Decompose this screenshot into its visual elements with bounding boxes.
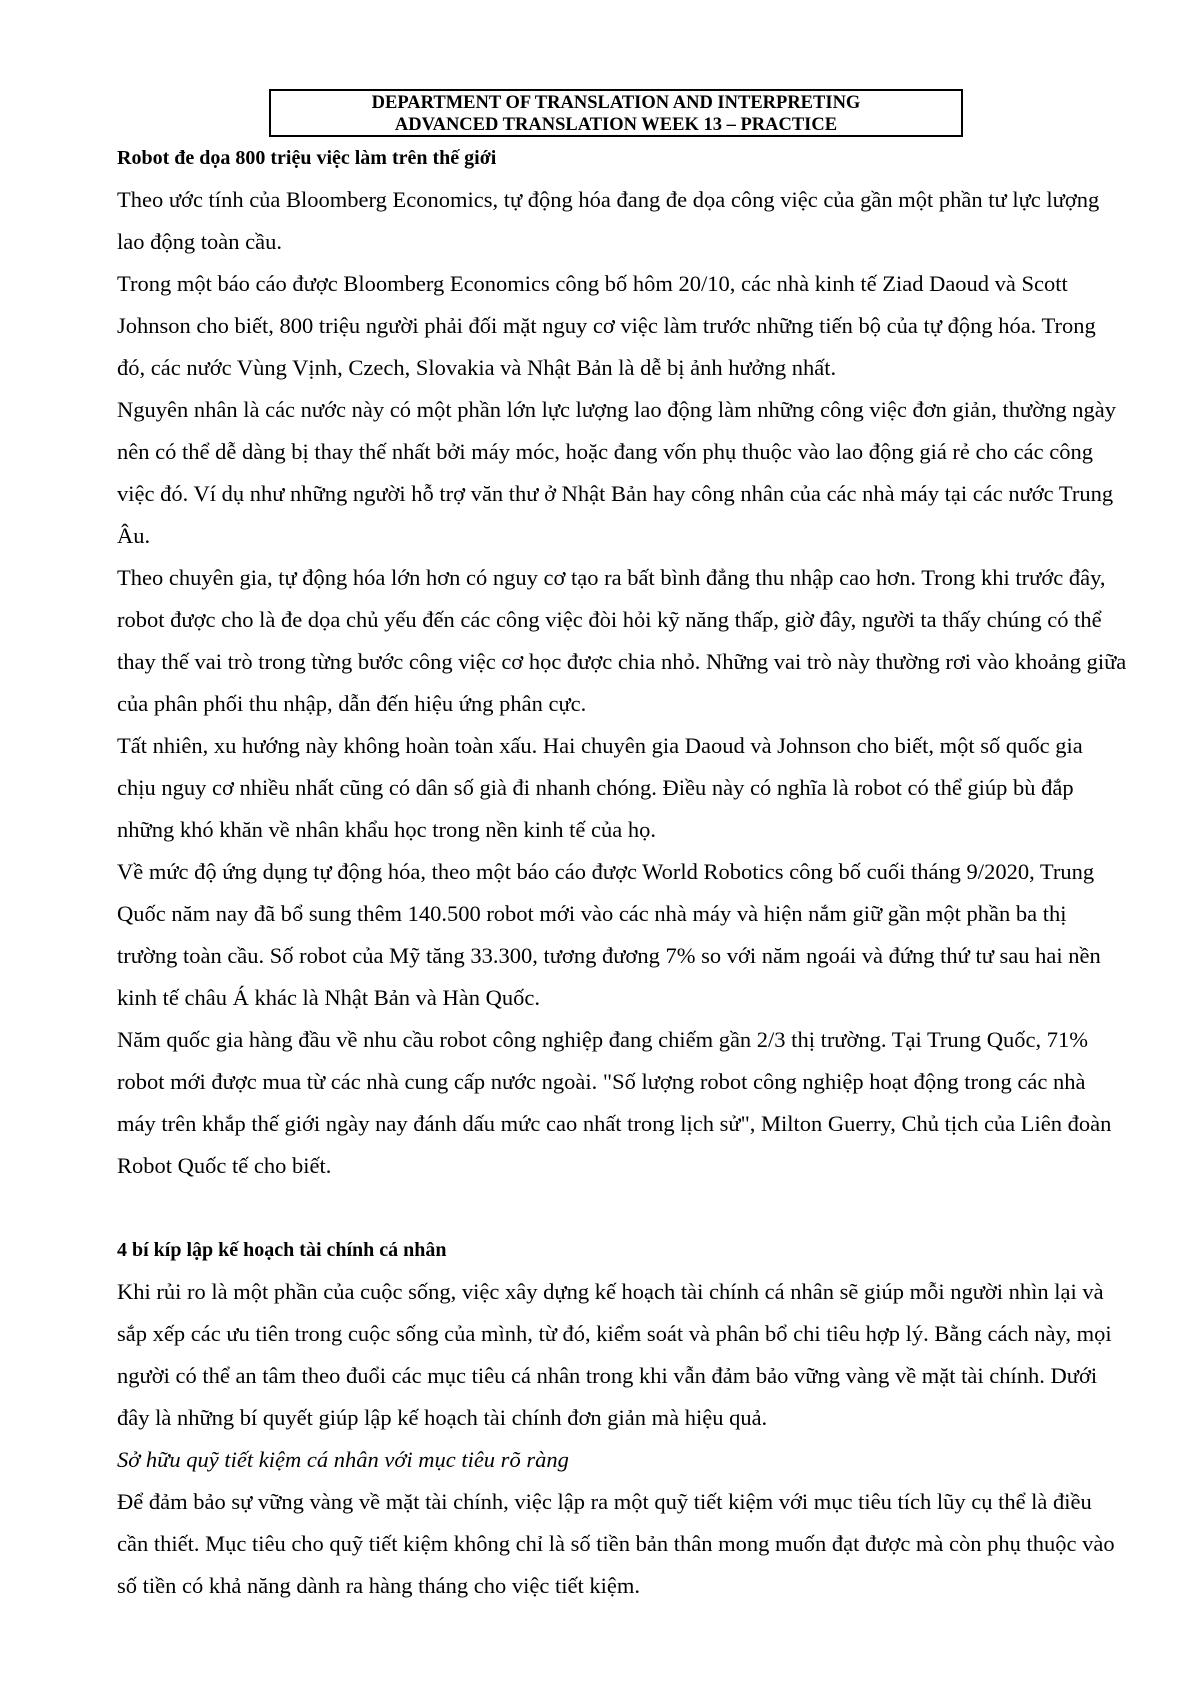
paragraph: Để đảm bảo sự vững vàng về mặt tài chính, việc lập ra một quỹ tiết kiệm với mục tiêu tích lũy cụ thể là điều cần thiết. Mục tiêu cho quỹ tiết kiệm không chỉ là số tiền bản thân mong muốn đạt được mà còn phụ thuộc vào số tiền có khả năng dành ra hàng tháng cho việc tiết kiệm. xyxy=(117,1489,1115,1598)
paragraph: Trong một báo cáo được Bloomberg Economics công bố hôm 20/10, các nhà kinh tế Ziad Daoud và Scott Johnson cho biết, 800 triệu người phải đối mặt nguy cơ việc làm trước những tiến bộ của tự động hóa. Trong đó, các nước Vùng Vịnh, Czech, Slovakia và Nhật Bản là dễ bị ảnh hưởng nhất. xyxy=(117,271,1096,380)
document-header-box xyxy=(269,89,963,137)
paragraph: Nguyên nhân là các nước này có một phần lớn lực lượng lao động làm những công việc đơn giản, thường ngày nên có thể dễ dàng bị thay thế nhất bởi máy móc, hoặc đang vốn phụ thuộc vào lao động giá rẻ cho các công việc đó. Ví dụ như những người hỗ trợ văn thư ở Nhật Bản hay công nhân của các nhà máy tại các nước Trung Âu. xyxy=(117,397,1116,548)
paragraph: Năm quốc gia hàng đầu về nhu cầu robot công nghiệp đang chiếm gần 2/3 thị trường. Tại Trung Quốc, 71% robot mới được mua từ các nhà cung cấp nước ngoài. "Số lượng robot công nghiệp hoạt động trong các nhà máy trên khắp thế giới ngày nay đánh dấu mức cao nhất trong lịch sử", Milton Guerry, Chủ tịch của Liên đoàn Robot Quốc tế cho biết. xyxy=(117,1027,1112,1178)
paragraph: Khi rủi ro là một phần của cuộc sống, việc xây dựng kế hoạch tài chính cá nhân sẽ giúp mỗi người nhìn lại và sắp xếp các ưu tiên trong cuộc sống của mình, từ đó, kiểm soát và phân bổ chi tiêu hợp lý. Bằng cách này, mọi người có thể an tâm theo đuổi các mục tiêu cá nhân trong khi vẫn đảm bảo vững vàng về mặt tài chính. Dưới đây là những bí quyết giúp lập kế hoạch tài chính đơn giản mà hiệu quả. xyxy=(117,1279,1112,1430)
section-spacer xyxy=(117,1187,1127,1229)
department-heading: DEPARTMENT OF TRANSLATION AND INTERPRETING xyxy=(371,93,861,113)
section-subheading: Sở hữu quỹ tiết kiệm cá nhân với mục tiêu rõ ràng xyxy=(117,1447,569,1472)
paragraph: Theo ước tính của Bloomberg Economics, tự động hóa đang đe dọa công việc của gần một phần tư lực lượng lao động toàn cầu. xyxy=(117,187,1100,254)
article-title: 4 bí kíp lập kế hoạch tài chính cá nhân xyxy=(117,1239,447,1261)
document-body xyxy=(117,137,1127,1607)
paragraph: Về mức độ ứng dụng tự động hóa, theo một báo cáo được World Robotics công bố cuối tháng 9/2020, Trung Quốc năm nay đã bổ sung thêm 140.500 robot mới vào các nhà máy và hiện nắm giữ gần một phần ba thị trường toàn cầu. Số robot của Mỹ tăng 33.300, tương đương 7% so với năm ngoái và đứng thứ tư sau hai nền kinh tế châu Á khác là Nhật Bản và Hàn Quốc. xyxy=(117,859,1101,1010)
article-title: Robot đe dọa 800 triệu việc làm trên thế giới xyxy=(117,147,497,169)
paragraph: Theo chuyên gia, tự động hóa lớn hơn có nguy cơ tạo ra bất bình đẳng thu nhập cao hơn. Trong khi trước đây, robot được cho là đe dọa chủ yếu đến các công việc đòi hỏi kỹ năng thấp, giờ đây, người ta thấy chúng có thể thay thế vai trò trong từng bước công việc cơ học được chia nhỏ. Những vai trò này thường rơi vào khoảng giữa của phân phối thu nhập, dẫn đến hiệu ứng phân cực. xyxy=(117,565,1127,716)
course-heading: ADVANCED TRANSLATION WEEK 13 – PRACTICE xyxy=(394,115,838,135)
paragraph: Tất nhiên, xu hướng này không hoàn toàn xấu. Hai chuyên gia Daoud và Johnson cho biết, một số quốc gia chịu nguy cơ nhiều nhất cũng có dân số già đi nhanh chóng. Điều này có nghĩa là robot có thể giúp bù đắp những khó khăn về nhân khẩu học trong nền kinh tế của họ. xyxy=(117,733,1083,842)
